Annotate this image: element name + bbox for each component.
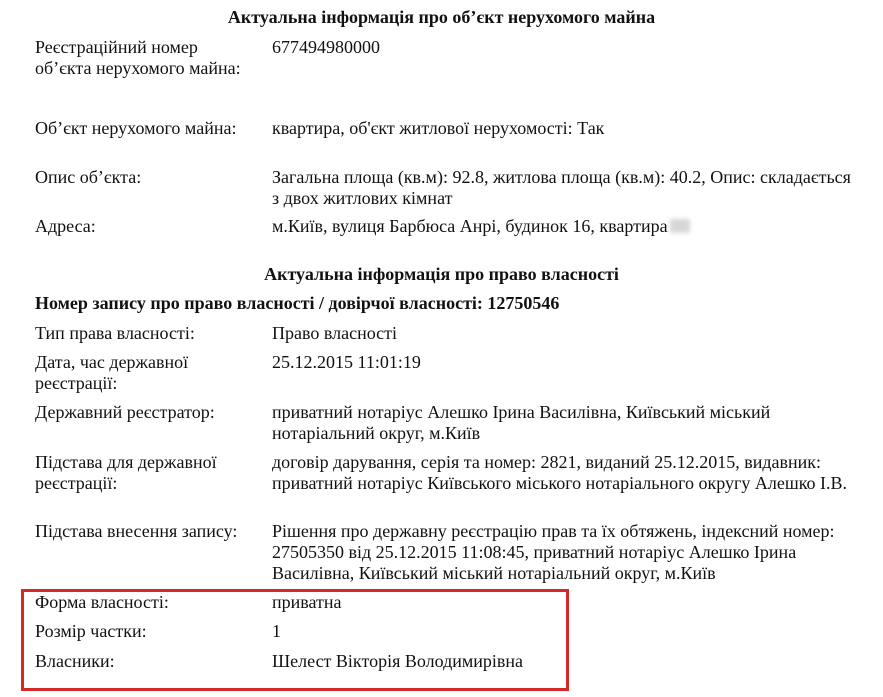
ownership-record-title: Номер запису про право власності / довірчої власності: 12750546: [35, 293, 560, 313]
object-description-label: Опис об’єкта:: [35, 167, 142, 187]
share-size-value: 1: [272, 621, 281, 641]
object-type-value: квартира, об'єкт житлової нерухомості: Так: [272, 118, 605, 138]
object-section-heading: Актуальна інформація про об’єкт нерухомого майна: [227, 7, 656, 27]
entry-basis-value: Рішення про державну реєстрацію прав та їх обтяжень, індексний номер: 27505350 від 25.12.2015 11:08:45, приватний нотаріус Алешко Ірина Василівна, Київський міський нотаріальний округ, м.Київ: [272, 521, 835, 583]
owners-label: Власники:: [35, 651, 115, 671]
object-description-value: Загальна площа (кв.м): 92.8, житлова площа (кв.м): 40.2, Опис: складається з двох житлових кімнат: [272, 167, 851, 208]
ownership-form-label: Форма власності:: [35, 592, 169, 612]
registrar-value: приватний нотаріус Алешко Ірина Василівна, Київський міський нотаріальний округ, м.Київ: [272, 402, 771, 443]
ownership-form-value: приватна: [272, 592, 342, 612]
registration-date-label: Дата, час державної реєстрації:: [35, 352, 189, 393]
owners-value: Шелест Вікторія Володимирівна: [272, 651, 524, 671]
address-value: [272, 216, 852, 237]
redacted-apartment-number: [670, 219, 690, 233]
registration-basis-label: Підстава для державної реєстрації:: [35, 452, 217, 493]
highlight-box: [21, 589, 569, 691]
address-text: м.Київ, вулиця Барбюса Анрі, будинок 16, квартира: [272, 216, 668, 236]
right-type-value: Право власності: [272, 323, 398, 343]
object-type-label: Об’єкт нерухомого майна:: [35, 118, 237, 138]
share-size-label: Розмір частки:: [35, 621, 147, 641]
registration-number-label: Реєстраційний номер об’єкта нерухомого майна:: [35, 37, 241, 78]
address-label: Адреса:: [35, 216, 96, 236]
registrar-label: Державний реєстратор:: [35, 402, 215, 422]
ownership-section-heading: Актуальна інформація про право власності: [264, 264, 619, 284]
registration-date-value: 25.12.2015 11:01:19: [272, 352, 421, 372]
right-type-label: Тип права власності:: [35, 323, 195, 343]
entry-basis-label: Підстава внесення запису:: [35, 521, 238, 541]
registration-basis-value: договір дарування, серія та номер: 2821, виданий 25.12.2015, видавник: приватний нотаріус Київського міського нотаріального округу Алешко І.В.: [272, 452, 848, 493]
registration-number-value: 677494980000: [272, 37, 380, 57]
